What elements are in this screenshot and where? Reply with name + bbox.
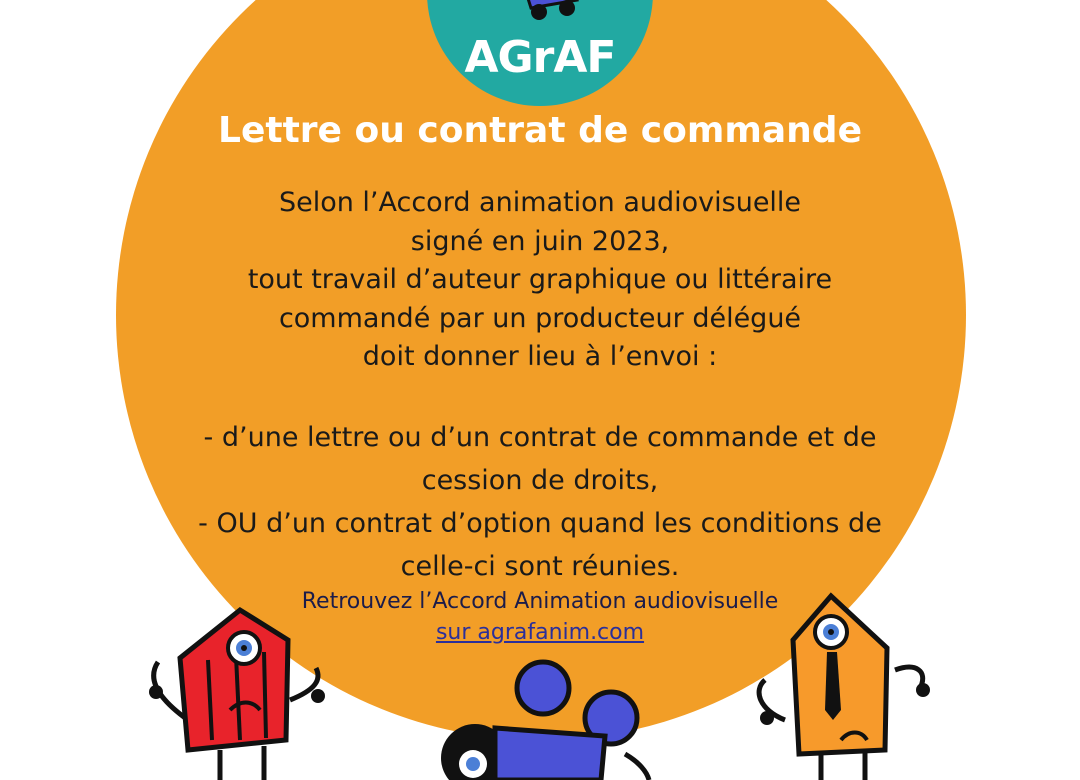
bullet-line: cession de droits, [421, 465, 659, 496]
bullet-line: celle-ci sont réunies. [400, 551, 680, 582]
bullet-list [140, 416, 940, 588]
agrafanim-link[interactable]: sur agrafanim.com [435, 620, 645, 645]
intro-line: doit donner lieu à l’envoi : [362, 341, 718, 373]
page-title: Lettre ou contrat de commande [218, 110, 862, 151]
intro-line: tout travail d’auteur graphique ou littéraire [247, 264, 833, 296]
intro-paragraph [150, 184, 930, 377]
bullet-line: - OU d’un contrat d’option quand les conditions de [198, 508, 882, 539]
logo-text: AGrAF [464, 32, 616, 83]
orange-mascot-icon [745, 590, 945, 780]
red-mascot-icon [140, 600, 340, 780]
bullet-line: - d’une lettre ou d’un contrat de commande et de [203, 422, 877, 453]
agraf-logo[interactable] [427, 0, 653, 106]
intro-line: commandé par un producteur délégué [278, 302, 802, 334]
footer-line: Retrouvez l’Accord Animation audiovisuelle [301, 589, 779, 614]
intro-line: Selon l’Accord animation audiovisuelle [278, 187, 802, 218]
intro-line: signé en juin 2023, [410, 225, 670, 257]
blue-mascot-icon [425, 658, 655, 780]
